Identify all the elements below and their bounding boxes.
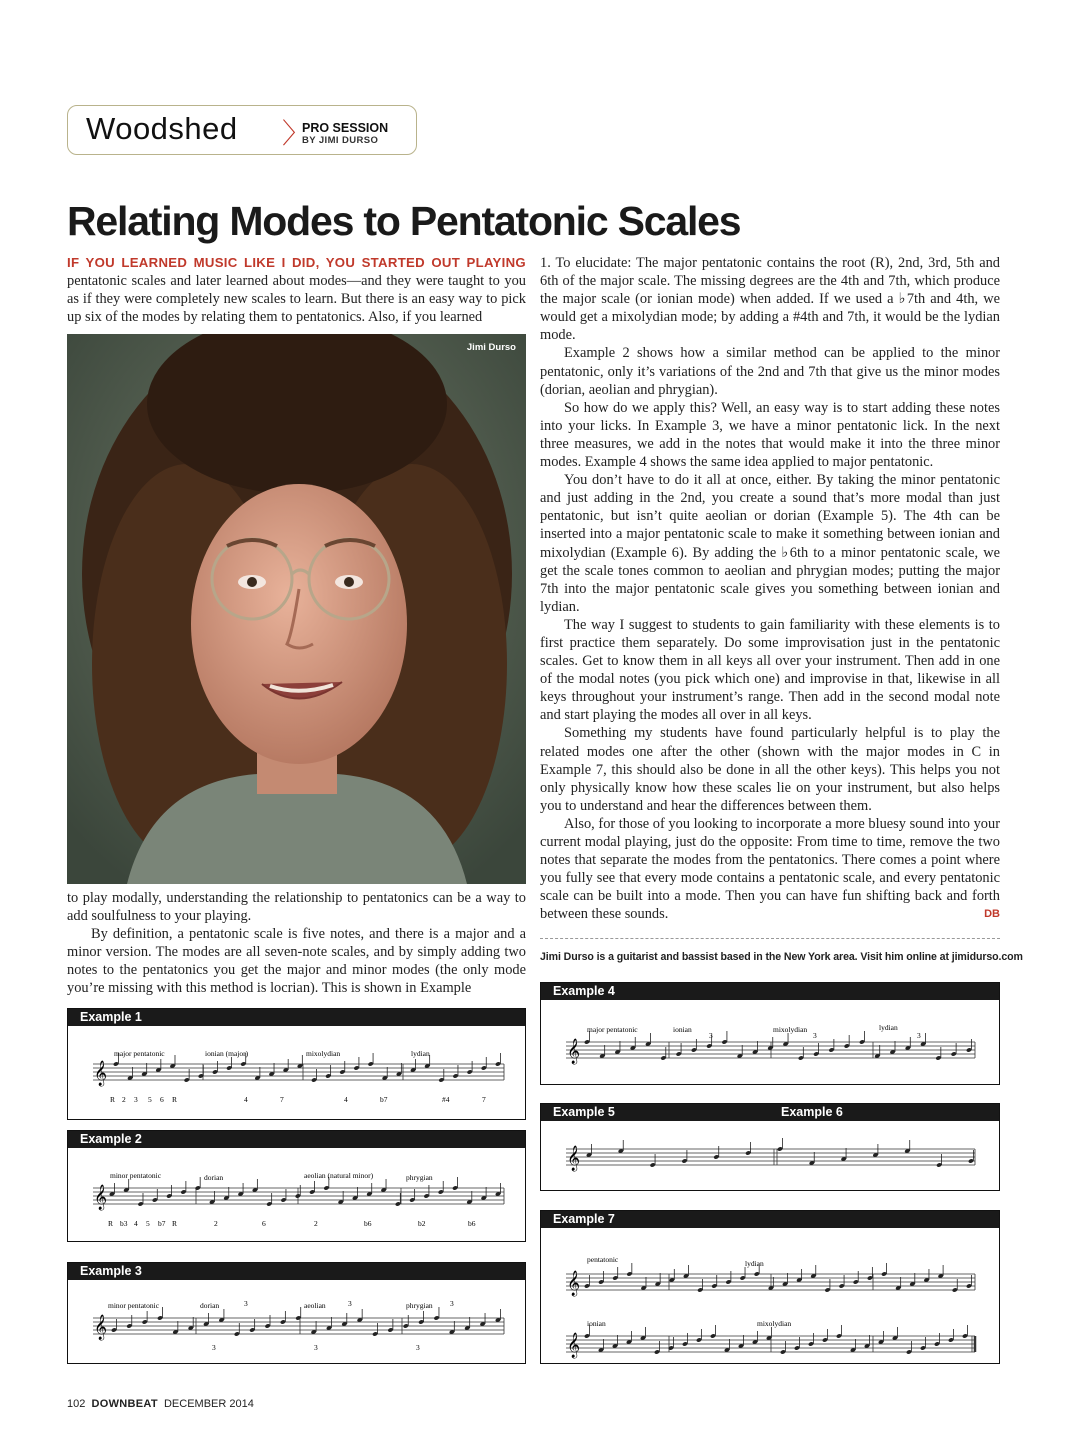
mode-label: phrygian — [406, 1301, 433, 1310]
tuplet-label: 3 — [450, 1299, 454, 1308]
degree-label: 2 — [314, 1219, 318, 1228]
mode-label: lydian — [745, 1259, 764, 1268]
music-staff — [68, 1026, 524, 1118]
mode-label: dorian — [204, 1173, 224, 1182]
treble-clef-icon: 𝄞 — [567, 1270, 581, 1295]
headline: Relating Modes to Pentatonic Scales — [67, 198, 741, 244]
music-staff — [541, 1228, 998, 1362]
example-5-6 — [540, 1103, 1000, 1191]
paragraph: 1. To elucidate: The major pentatonic contains the root (R), 2nd, 3rd, 5th and 6th of the major scale. The missing degrees are the 4th and 7th, which produce the major scale (or ionian mode) when added. If we used a ♭7th and 4th, we would get a mixolydian mode; by adding a #4th and 7th, it would be the lydian mode. — [540, 255, 1000, 344]
example-title: Example 7 — [553, 1212, 615, 1226]
paragraph: Example 2 shows how a similar method can be applied to the minor pentatonic, only it’s variations of the 2nd and 7th that give us the minor modes (dorian, aeolian and phrygian). — [540, 345, 1000, 398]
degree-label: 2 — [214, 1219, 218, 1228]
left-column-top — [67, 254, 526, 326]
mode-label: mixolydian — [757, 1319, 792, 1328]
degree-label: 5 — [148, 1095, 152, 1104]
portrait-illustration — [67, 334, 526, 884]
music-staff — [541, 1000, 998, 1083]
page-footer — [67, 1398, 254, 1410]
example-4 — [540, 982, 1000, 1085]
example-3 — [67, 1262, 526, 1364]
tuplet-label: 3 — [416, 1343, 420, 1352]
example-title: Example 5 — [553, 1105, 615, 1119]
byline: BY JIMI DURSO — [302, 135, 379, 146]
degree-labels — [110, 1095, 486, 1104]
degree-label: R — [172, 1219, 178, 1228]
mode-label: mixolydian — [773, 1025, 808, 1034]
music-staff — [68, 1280, 524, 1362]
section-title: Woodshed — [86, 111, 238, 146]
example-7 — [540, 1210, 1000, 1364]
paragraph: You don’t have to do it all at once, either. By taking the minor pentatonic and just adding in the 2nd, you create a sound that’s more modal than just pentatonic, but isn’t quite aeolian or dorian (Example 5). The 4th can be inserted into a major pentatonic scale to make it something between ionian and mixolydian (Example 6). By adding the ♭6th to a minor pentatonic scale, we get the scale tones common to aeolian and phrygian modes; putting the major 7th into the major pentatonic scale gives you something between ionian and lydian. — [540, 472, 1000, 615]
paragraph: By definition, a pentatonic scale is five notes, and there is a major and a minor version. The modes are all seven-note scales, and by simply adding two notes to the pentatonics you get the major and minor modes (the only mode you’re missing with this method is locrian). This is shown in Example — [67, 926, 526, 997]
staff-lines — [566, 1149, 975, 1165]
mode-label: ionian — [587, 1319, 606, 1328]
degree-labels — [108, 1219, 476, 1228]
tuplet-label: 3 — [917, 1031, 921, 1040]
degree-label: R — [108, 1219, 114, 1228]
degree-label: R — [172, 1095, 178, 1104]
mode-label: minor pentatonic — [108, 1301, 160, 1310]
magazine-name: DOWNBEAT — [91, 1398, 158, 1410]
example-title: Example 1 — [80, 1010, 142, 1024]
left-column-bottom — [67, 889, 526, 998]
mode-label: dorian — [200, 1301, 220, 1310]
treble-clef-icon: 𝄞 — [567, 1145, 581, 1170]
music-staff — [68, 1148, 524, 1240]
end-mark: DB — [984, 908, 1000, 921]
degree-label: 2 — [122, 1095, 126, 1104]
issue-date: DECEMBER 2014 — [163, 1398, 254, 1410]
paragraph: Something my students have found particularly helpful is to play the related modes one after the other (shown with the major modes in C in Example 7, this should also be done in all the other keys). This helps you not only physically know how these scales lie on your instrument, but also helps you to understand and hear the differences between them. — [540, 725, 1000, 814]
mode-label: major pentatonic — [114, 1049, 165, 1058]
degree-label: 6 — [160, 1095, 164, 1104]
mode-label: aeolian — [304, 1301, 326, 1310]
degree-label: R — [110, 1095, 116, 1104]
paragraph: pentatonic scales and later learned about modes—and they were taught to you as if they were completely new scales to learn. But there is an easy way to pick up six of the modes by relating them to pentatonics. Also, if you learned — [67, 273, 526, 326]
mode-label: pentatonic — [587, 1255, 619, 1264]
music-staff — [541, 1121, 998, 1189]
tuplet-label: 3 — [348, 1299, 352, 1308]
degree-label: 4 — [134, 1219, 138, 1228]
chevron-right-icon: 〉 — [282, 118, 311, 149]
author-photo — [67, 334, 526, 884]
degree-label: b6 — [364, 1219, 372, 1228]
example-1 — [67, 1008, 526, 1120]
degree-label: 5 — [146, 1219, 150, 1228]
treble-clef-icon: 𝄞 — [567, 1038, 581, 1063]
section-header — [67, 105, 417, 155]
pro-session-label: PRO SESSION — [302, 121, 389, 135]
tuplet-label: 3 — [813, 1031, 817, 1040]
tuplet-label: 3 — [709, 1031, 713, 1040]
tuplet-label: 3 — [212, 1343, 216, 1352]
tuplet-label: 3 — [314, 1343, 318, 1352]
right-column — [540, 254, 1000, 923]
page-number: 102 — [67, 1398, 86, 1410]
author-bio: Jimi Durso is a guitarist and bassist based in the New York area. Visit him online at jimidurso.com — [540, 951, 1023, 963]
paragraph: Also, for those of you looking to incorporate a more bluesy sound into your current modal playing, just do the opposite: From time to time, remove the two notes that separate the modes from the pentatonics. There comes a point where you fully see that every mode contains a pentatonic scale, and every pentatonic scale can be built into a mode. Then you can have fun shifting back and forth between these sounds. — [540, 815, 1000, 923]
staff-lines — [566, 1042, 975, 1058]
example-title: Example 2 — [80, 1132, 142, 1146]
mode-label: ionian (major) — [205, 1049, 249, 1058]
paragraph: So how do we apply this? Well, an easy way is to start adding these notes into your licks. In Example 3, we have a minor pentatonic lick. In the next three measures, we add in the notes that would make it into the three minor modes. Example 4 shows the same idea applied to major pentatonic. — [540, 399, 1000, 471]
degree-label: 6 — [262, 1219, 266, 1228]
mode-label: major pentatonic — [587, 1025, 638, 1034]
degree-label: b7 — [158, 1219, 166, 1228]
example-title: Example 6 — [781, 1105, 843, 1119]
mode-label: aeolian (natural minor) — [304, 1171, 374, 1180]
photo-credit: Jimi Durso — [466, 342, 516, 353]
degree-label: 7 — [482, 1095, 486, 1104]
divider — [540, 938, 1000, 939]
degree-label: 3 — [134, 1095, 138, 1104]
degree-label: b7 — [380, 1095, 388, 1104]
degree-label: b6 — [468, 1219, 476, 1228]
treble-clef-icon: 𝄞 — [94, 1184, 108, 1209]
lead-caps: IF YOU LEARNED MUSIC LIKE I DID, YOU STARTED OUT PLAYING — [67, 255, 526, 270]
staff-lines — [566, 1274, 975, 1352]
degree-label: 4 — [244, 1095, 248, 1104]
treble-clef-icon: 𝄞 — [94, 1314, 108, 1339]
degree-label: b3 — [120, 1219, 128, 1228]
example-2 — [67, 1130, 526, 1242]
degree-label: b2 — [418, 1219, 426, 1228]
degree-label: 4 — [344, 1095, 348, 1104]
treble-clef-icon: 𝄞 — [94, 1060, 108, 1085]
tuplet-label: 3 — [244, 1299, 248, 1308]
example-title: Example 4 — [553, 984, 615, 998]
paragraph: to play modally, understanding the relationship to pentatonics can be a way to add soulfulness to your playing. — [67, 890, 526, 925]
degree-label: #4 — [442, 1095, 450, 1104]
mode-label: minor pentatonic — [110, 1171, 162, 1180]
mode-label: mixolydian — [306, 1049, 341, 1058]
mode-label: lydian — [879, 1023, 898, 1032]
mode-label: ionian — [673, 1025, 692, 1034]
staff-lines — [93, 1318, 504, 1334]
treble-clef-icon: 𝄞 — [567, 1332, 581, 1357]
example-title: Example 3 — [80, 1264, 142, 1278]
paragraph: The way I suggest to students to gain familiarity with these elements is to first practice them separately. Do some improvisation just in the pentatonic scales. Get to know them in all keys all over your instrument. Then add in one of the modal notes (you pick which one) and improvise in that, likewise in all keys throughout your instrument’s range. Then add in the second modal note and start playing the modes all over in all keys. — [540, 616, 1000, 724]
degree-label: 7 — [280, 1095, 284, 1104]
mode-label: lydian — [411, 1049, 430, 1058]
mode-label: phrygian — [406, 1173, 433, 1182]
